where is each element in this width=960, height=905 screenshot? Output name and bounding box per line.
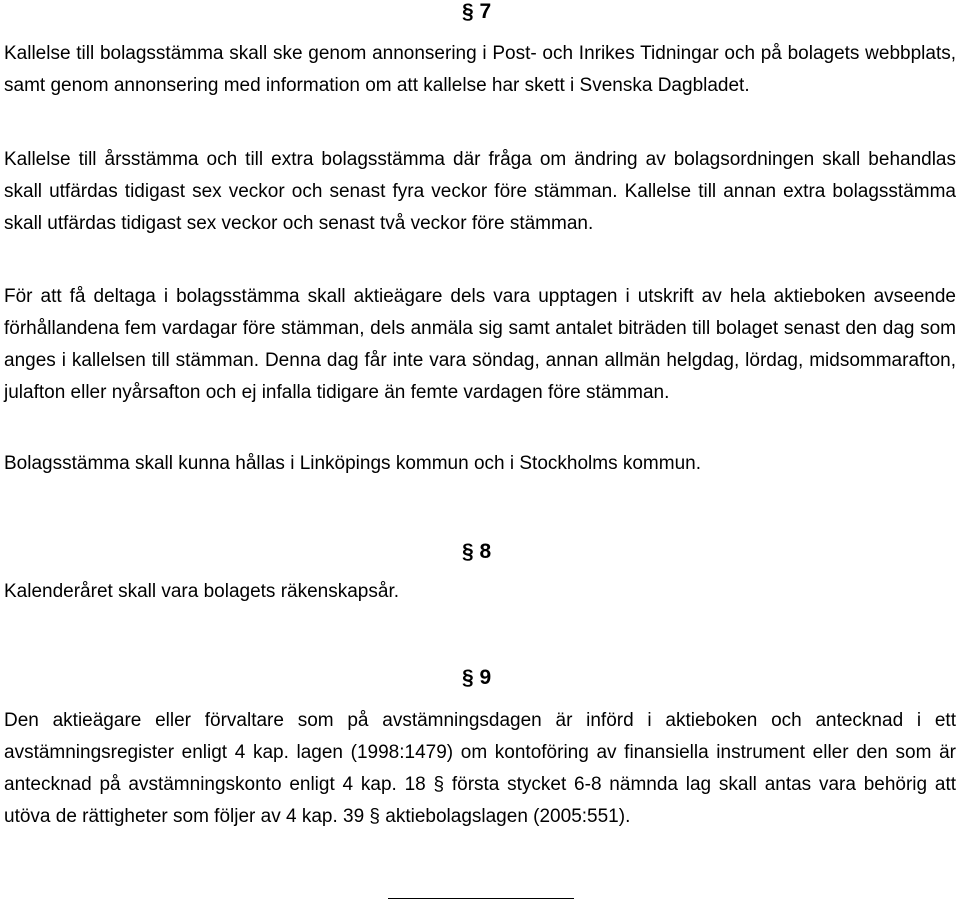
paragraph-7-3: För att få deltaga i bolagsstämma skall aktieägare dels vara upptagen i utskrift av hela aktieboken avseende förhållandena fem vardagar före stämman, dels anmäla sig samt antalet biträden till bolaget senast den dag som anges i kallelsen till stämman. Denna dag får inte vara söndag, annan allmän helgdag, lördag, midsommarafton, julafton eller nyårsafton och ej infalla tidigare än femte vardagen före stämman. xyxy=(4,286,956,403)
section-heading-8: § 8 xyxy=(462,540,492,563)
paragraph-7-4: Bolagsstämma skall kunna hållas i Linköpings kommun och i Stockholms kommun. xyxy=(4,453,701,474)
section-heading-9: § 9 xyxy=(462,666,492,689)
section-heading-7: § 7 xyxy=(462,0,492,23)
paragraph-8-1: Kalenderåret skall vara bolagets räkenskapsår. xyxy=(4,581,400,602)
paragraph-7-1: Kallelse till bolagsstämma skall ske genom annonsering i Post- och Inrikes Tidningar och på bolagets webbplats, samt genom annonsering med information om att kallelse har skett i Svenska Dagbladet. xyxy=(4,43,956,96)
paragraph-9-1: Den aktieägare eller förvaltare som på avstämningsdagen är införd i aktieboken och antecknad i ett avstämningsregister enligt 4 kap. lagen (1998:1479) om kontoföring av finansiella instrument eller den som är antecknad på avstämningskonto enligt 4 kap. 18 § första stycket 6-8 nämnda lag skall antas vara behörig att utöva de rättigheter som följer av 4 kap. 39 § aktiebolagslagen (2005:551). xyxy=(4,710,956,827)
paragraph-7-2: Kallelse till årsstämma och till extra bolagsstämma där fråga om ändring av bolagsordningen skall behandlas skall utfärdas tidigast sex veckor och senast fyra veckor före stämman. Kallelse till annan extra bolagsstämma skall utfärdas tidigast sex veckor och senast två veckor före stämman. xyxy=(4,149,956,234)
footnote-separator-line xyxy=(388,898,574,899)
